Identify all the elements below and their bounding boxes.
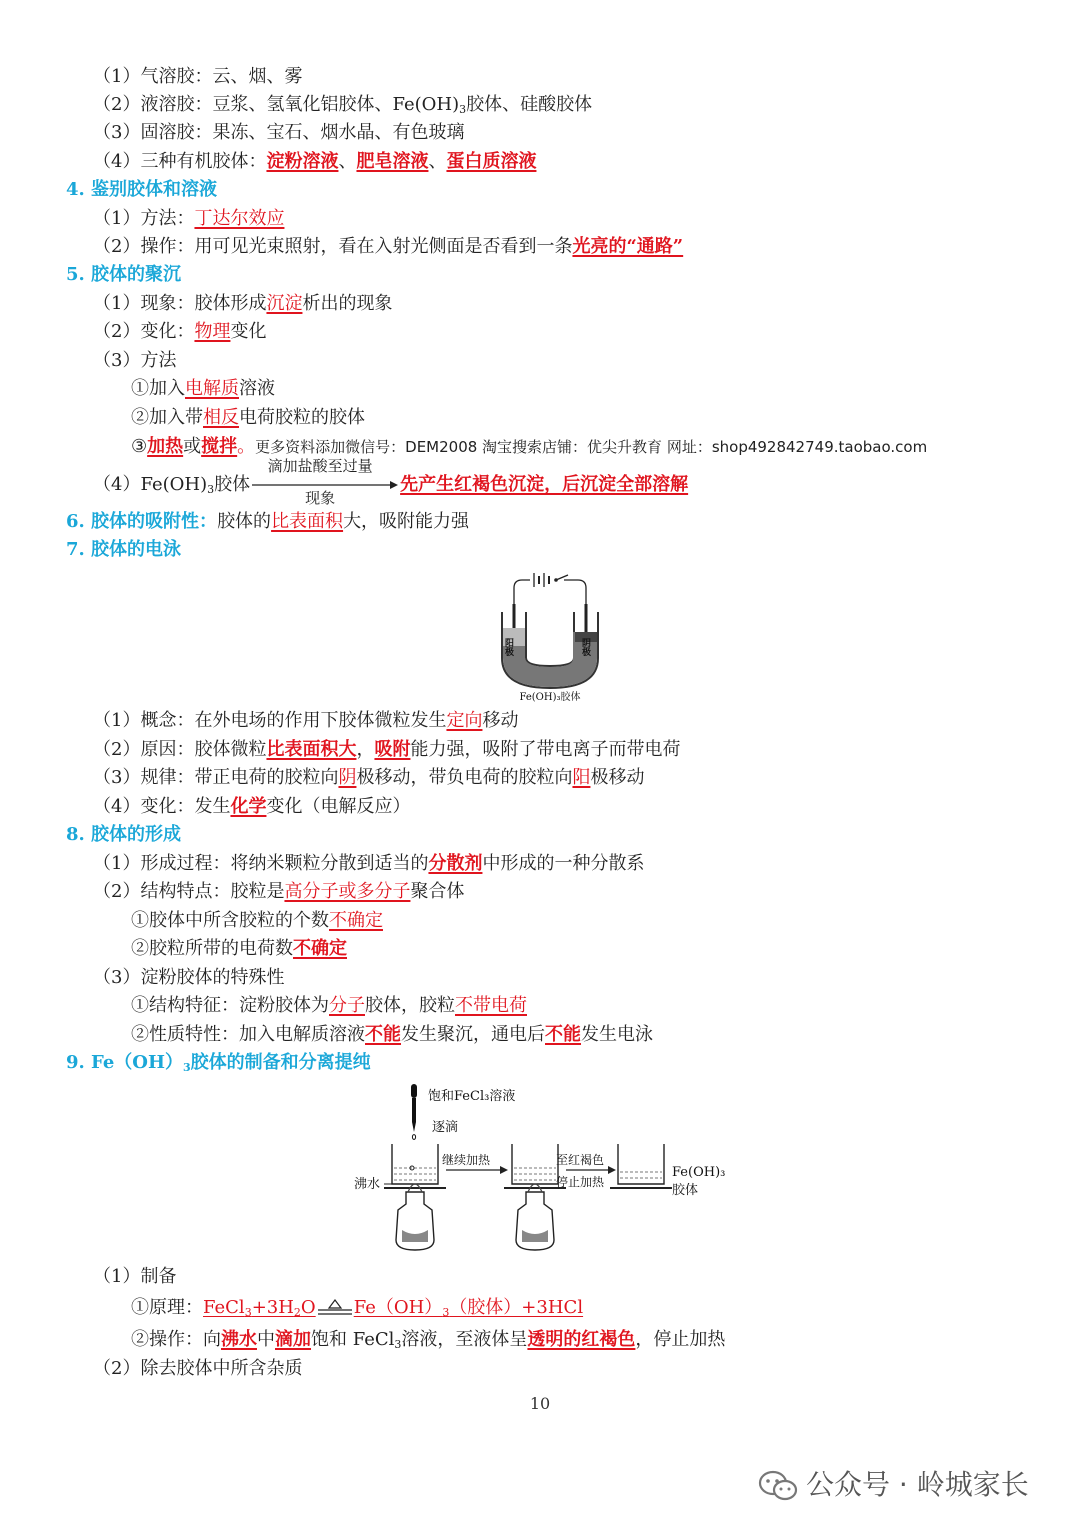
line-preparation-title: （1）制备: [93, 1266, 177, 1287]
heading-section-8: 8. 胶体的形成: [66, 824, 182, 845]
product-label-a: Fe(OH)₃: [672, 1165, 726, 1180]
colloid-caption: Fe(OH)₃胶体: [519, 692, 581, 703]
heading-section-5: 5. 胶体的聚沉: [66, 264, 182, 285]
line-formation: （1）形成过程：将纳米颗粒分散到适当的分散剂中形成的一种分散系: [93, 853, 645, 874]
line-starch-property: ②性质特性：加入电解质溶液不能发生聚沉，通电后不能发生电泳: [131, 1024, 653, 1045]
line-organic-colloids: （4）三种有机胶体：淀粉溶液、肥皂溶液、蛋白质溶液: [93, 151, 537, 172]
line-principle: ①原理：$FeCl_3+3H_2O$ $Fe(OH)_3$（胶体）+3HCl: [131, 1297, 584, 1319]
line-method-heat: ③加热或搅拌。更多资料添加微信号：DEM2008 淘宝搜索店铺：优尖升教育 网址：shop492842749.taobao.com: [131, 436, 928, 457]
line-method-opposite-charge: ②加入带相反电荷胶粒的胶体: [131, 407, 365, 428]
line-solid-sol: （3）固溶胶：果冻、宝石、烟水晶、有色玻璃: [93, 122, 465, 143]
line-reason: （2）原因：胶体微粒比表面积大，吸附能力强，吸附了带电离子而带电荷: [93, 739, 681, 760]
wechat-icon: [758, 1469, 798, 1503]
line-remove-impurities: （2）除去胶体中所含杂质: [93, 1358, 303, 1379]
line-method-electrolyte: ①加入电解质溶液: [131, 378, 275, 399]
heading-section-4: 4. 鉴别胶体和溶液: [66, 179, 218, 200]
line-acid-reaction: $(4)Fe(OH)_3$胶体 滴加盐酸至过量 现象 先产生红褐色沉淀，后沉淀全部溶解: [93, 457, 689, 507]
heading-section-9: 9. $Fe(OH)_3$胶体的制备和分离提纯: [66, 1052, 371, 1074]
line-methods-title: （3）方法: [93, 350, 177, 371]
page-number: 10: [529, 1394, 551, 1413]
line-procedure: ②操作：向沸水中滴加饱和 FeCl$_3$溶液，至液体呈透明的红褐色，停止加热: [131, 1329, 726, 1351]
step2-label-a: 至红褐色: [556, 1153, 605, 1167]
line-structure: （2）结构特点：胶粒是高分子或多分子聚合体: [93, 881, 465, 902]
heading-section-7: 7. 胶体的电泳: [66, 539, 182, 560]
anode-label: 阳极: [503, 638, 513, 656]
line-concept: （1）概念：在外电场的作用下胶体微粒发生定向移动: [93, 710, 519, 731]
product-label-b: 胶体: [672, 1183, 699, 1198]
line-starch-title: （3）淀粉胶体的特殊性: [93, 967, 285, 988]
line-starch-structure: ①结构特征：淀粉胶体为分子胶体，胶粒不带电荷: [131, 995, 527, 1016]
watermark: 公众号 · 岭城家长: [758, 1463, 1029, 1503]
reaction-arrow: 滴加盐酸至过量 现象: [250, 472, 400, 498]
line-particle-count: ①胶体中所含胶粒的个数不确定: [131, 910, 383, 931]
ad-text: 更多资料添加微信号：DEM2008 淘宝搜索店铺：优尖升教育 网址：shop492842749.taobao.com: [255, 438, 928, 456]
line-charge-count: ②胶粒所带的电荷数不确定: [131, 938, 347, 959]
line-adsorption: 6. 胶体的吸附性：胶体的比表面积大，吸附能力强: [66, 511, 470, 532]
preparation-figure: [350, 1080, 740, 1262]
line-phenomenon: （1）现象：胶体形成沉淀析出的现象: [93, 293, 393, 314]
line-method: （1）方法：丁达尔效应: [93, 208, 285, 229]
heading-section-6: 6. 胶体的吸附性：: [66, 511, 218, 532]
step2-label-b: 停止加热: [556, 1175, 605, 1189]
line-liquid-sol: （2）液溶胶：豆浆、氢氧化铝胶体、$Fe(OH)_3$胶体、硅酸胶体: [93, 94, 593, 116]
line-ep-change: （4）变化：发生化学变化（电解反应）: [93, 796, 411, 817]
dropwise-label: 逐滴: [432, 1120, 459, 1135]
line-operation: （2）操作：用可见光束照射，看在入射光侧面是否看到一条光亮的“通路”: [93, 236, 684, 257]
line-rule: （3）规律：带正电荷的胶粒向阴极移动，带负电荷的胶粒向阳极移动: [93, 767, 645, 788]
heat-equals-sign: [316, 1299, 354, 1317]
line-change: （2）变化：物理变化: [93, 321, 267, 342]
line-aerosol: （1）气溶胶：云、烟、雾: [93, 66, 303, 87]
cathode-label: 阴极: [580, 638, 590, 656]
dropper-label: 饱和FeCl₃溶液: [428, 1089, 516, 1104]
boiling-water-label: 沸水: [354, 1177, 381, 1192]
electrophoresis-figure: [490, 566, 610, 706]
step1-label: 继续加热: [442, 1153, 491, 1167]
